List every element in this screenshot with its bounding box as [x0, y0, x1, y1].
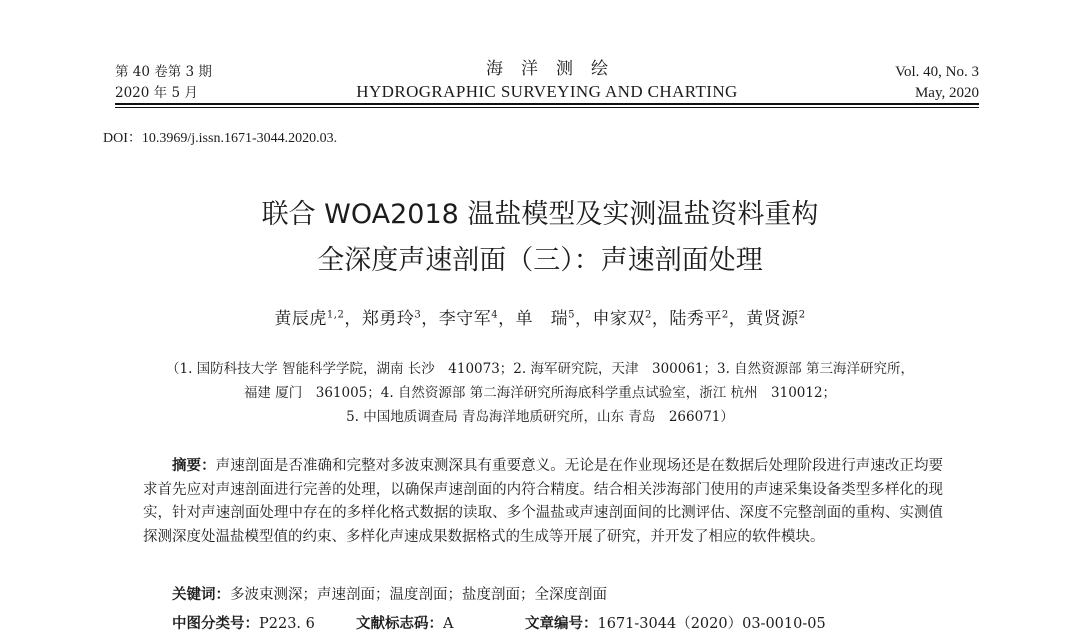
author-separator: ，	[574, 309, 593, 329]
keywords-label: 关键词：	[172, 587, 230, 603]
clc-number	[172, 612, 315, 633]
title-line-1: 联合 WOA2018 温盐模型及实测温盐资料重构	[261, 199, 819, 230]
affiliation-line-3: 5. 中国地质调查局 青岛海洋地质研究所，山东 青岛 266071）	[346, 409, 734, 425]
author-name: 黄贤源	[746, 309, 799, 329]
document-code	[356, 612, 453, 633]
author-separator: ，	[728, 309, 747, 329]
abstract-label: 摘要：	[172, 458, 216, 474]
issue-en: Vol. 40, No. 3	[895, 64, 979, 80]
header-right	[895, 62, 979, 104]
journal-name-en: HYDROGRAPHIC SURVEYING AND CHARTING	[356, 82, 738, 101]
journal-name-cn: 海洋测绘	[486, 59, 626, 79]
author-separator: ，	[421, 309, 439, 329]
header-rule-thick	[115, 103, 979, 105]
author-name: 黄辰虎	[274, 309, 327, 329]
header-rule-thin	[115, 107, 979, 108]
doc-code-value: A	[443, 616, 454, 632]
author-affiliation-mark: 3	[414, 309, 422, 321]
keywords-text: 多波束测深；声速剖面；温度剖面；盐度剖面；全深度剖面	[230, 587, 607, 603]
author-name: 陆秀平	[669, 309, 722, 329]
author-affiliation-mark: 2	[721, 309, 729, 321]
title-line-2: 全深度声速剖面（三）：声速剖面处理	[317, 245, 763, 276]
author-separator: ，	[651, 309, 670, 329]
doc-code-label: 文献标志码：	[356, 616, 443, 632]
author-name: 李守军	[438, 309, 492, 329]
header-center	[115, 58, 979, 104]
author-affiliation-mark: 1,2	[326, 309, 345, 321]
author-separator: ，	[344, 309, 362, 329]
date-en: May, 2020	[914, 85, 979, 101]
issue-cn: 第 40 卷第 3 期	[115, 64, 212, 80]
keywords	[172, 583, 607, 604]
author-list	[0, 304, 1080, 329]
author-affiliation-mark: 4	[491, 309, 499, 321]
paper-title	[0, 192, 1080, 284]
article-number-value: 1671-3044（2020）03-0010-05	[597, 616, 826, 632]
date-cn: 2020 年 5 月	[115, 85, 198, 101]
affiliations	[120, 357, 960, 429]
article-number-label: 文章编号：	[525, 616, 598, 632]
article-number	[525, 612, 826, 633]
affiliation-line-2: 福建 厦门 361005；4. 自然资源部 第二海洋研究所海底科学重点试验室，浙江 杭州 310012；	[243, 385, 837, 401]
author-affiliation-mark: 2	[798, 309, 806, 321]
author-name: 申家双	[592, 309, 645, 329]
author-name: 单 瑞	[515, 309, 569, 329]
abstract-text: 声速剖面是否准确和完整对多波束测深具有重要意义。无论是在作业现场还是在数据后处理阶段进行声速改正均要求首先应对声速剖面进行完善的处理，以确保声速剖面的内符合精度。结合相关涉海部门使用的声速采集设备类型多样化的现实，针对声速剖面处理中存在的多样化格式数据的读取、多个温盐或声速剖面间的比测评估、深度不完整剖面的重构、实测值探测深度处温盐模型值的约束、多样化声速成果数据格式的生成等开展了研究，并开发了相应的软件模块。	[143, 458, 944, 545]
author-separator: ，	[498, 309, 516, 329]
affiliation-line-1: （1. 国防科技大学 智能科学学院，湖南 长沙 410073；2. 海军研究院，天津 300061；3. 自然资源部 第三海洋研究所，	[166, 361, 914, 377]
doi-line: DOI：10.3969/j.issn.1671-3044.2020.03.	[103, 131, 338, 146]
abstract	[143, 455, 943, 549]
author-name: 郑勇玲	[361, 309, 415, 329]
clc-value: P223. 6	[259, 616, 315, 632]
author-affiliation-mark: 2	[644, 309, 652, 321]
author-affiliation-mark: 5	[568, 309, 575, 321]
clc-label: 中图分类号：	[172, 616, 259, 632]
